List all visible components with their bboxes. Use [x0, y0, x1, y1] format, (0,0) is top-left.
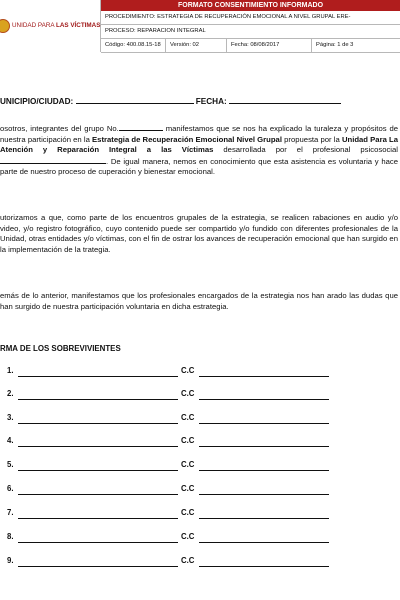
cc-label: C.C: [181, 532, 195, 541]
signature-number: 6.: [7, 484, 14, 493]
cc-label: C.C: [181, 413, 195, 422]
cc-number-field[interactable]: [199, 542, 329, 543]
signature-number: 9.: [7, 556, 14, 565]
signature-row: [0, 556, 400, 568]
signature-number: 1.: [7, 366, 14, 375]
cc-number-field[interactable]: [199, 399, 329, 400]
cc-label: C.C: [181, 366, 195, 375]
municipio-fecha-line: [0, 95, 341, 106]
signature-row: [0, 532, 400, 544]
signature-number: 7.: [7, 508, 14, 517]
unidad-victimas-logo: UNIDAD PARA LAS VÍCTIMAS: [12, 22, 101, 29]
cc-number-field[interactable]: [199, 446, 329, 447]
procedimiento-row: PROCEDIMIENTO: ESTRATEGIA DE RECUPERACIÓN EMOCIONAL A NIVEL GRUPAL ERE-: [101, 11, 400, 25]
signature-row: [0, 484, 400, 496]
cc-label: C.C: [181, 484, 195, 493]
cc-number-field[interactable]: [199, 470, 329, 471]
logo-cell: [0, 0, 101, 52]
signature-number: 4.: [7, 436, 14, 445]
signature-row: [0, 389, 400, 401]
signature-name-field[interactable]: [18, 423, 178, 424]
signature-name-field[interactable]: [18, 446, 178, 447]
signature-number: 5.: [7, 460, 14, 469]
signature-name-field[interactable]: [18, 494, 178, 495]
cc-label: C.C: [181, 436, 195, 445]
cc-label: C.C: [181, 508, 195, 517]
colombia-seal-icon: [0, 19, 10, 33]
signature-name-field[interactable]: [18, 470, 178, 471]
version: Versión: 02: [166, 39, 227, 52]
municipio-field[interactable]: [76, 95, 194, 104]
signature-row: [0, 436, 400, 448]
proceso-row: PROCESO: REPARACION INTEGRAL: [101, 25, 400, 39]
signature-row: [0, 366, 400, 378]
municipio-label: UNICIPIO/CIUDAD:: [0, 97, 74, 106]
codigo: Código: 400.08.15-18: [101, 39, 166, 52]
signature-name-field[interactable]: [18, 542, 178, 543]
cc-label: C.C: [181, 556, 195, 565]
control-row: [101, 39, 400, 53]
cc-label: C.C: [181, 389, 195, 398]
signature-row: [0, 508, 400, 520]
signature-number: 2.: [7, 389, 14, 398]
signature-name-field[interactable]: [18, 376, 178, 377]
signature-name-field[interactable]: [18, 399, 178, 400]
signature-number: 3.: [7, 413, 14, 422]
document-header: [0, 0, 400, 52]
fecha-field[interactable]: [229, 95, 341, 104]
paragraph-explanation: osotros, integrantes del grupo No. manifestamos que se nos ha explicado la turaleza y propósitos de nuestra participación en la Estrategia de Recuperación Emocional Nivel Grupal propuesta por la Unidad Para La Atención y Reparación Integral a las Víctimas desarrollada por el profesional psicosocial . De igual manera, nemos en conocimiento que esta asistencia es voluntaria y hace parte de nuestro proceso de cuperación y bienestar emocional.: [0, 124, 399, 177]
cc-number-field[interactable]: [199, 494, 329, 495]
cc-number-field[interactable]: [199, 376, 329, 377]
signatures-title: RMA DE LOS SOBREVIVIENTES: [0, 344, 121, 353]
cc-label: C.C: [181, 460, 195, 469]
psicosocial-name-field[interactable]: [0, 156, 106, 164]
signature-row: [0, 413, 400, 425]
group-number-field[interactable]: [119, 123, 163, 131]
fecha-label: FECHA:: [195, 97, 227, 106]
paragraph-authorization: utorizamos a que, como parte de los encuentros grupales de la estrategia, se realicen rabaciones en audio y/o video, y/o registro fotográfico, cuyo contenido puede ser compartido y/o fundido con diferentes profesionales de la Unidad, otras entidades y/o víctimas, con el fin de ostrar los avances de recuperación emocional que han surgido en la implementación de la trategia.: [0, 213, 398, 254]
form-title: FORMATO CONSENTIMIENTO INFORMADO: [101, 0, 400, 11]
signature-name-field[interactable]: [18, 518, 178, 519]
fecha-doc: Fecha: 08/08/2017: [227, 39, 312, 52]
paragraph-clarification: emás de lo anterior, manifestamos que los profesionales encargados de la estrategia nos han arado las dudas que han surgido de nuestra participación voluntaria en dicha estrategia.: [0, 291, 398, 311]
pagina: Página: 1 de 3: [316, 42, 354, 48]
cc-number-field[interactable]: [199, 566, 329, 567]
signature-number: 8.: [7, 532, 14, 541]
cc-number-field[interactable]: [199, 518, 329, 519]
header-info-table: [101, 0, 400, 52]
signature-name-field[interactable]: [18, 566, 178, 567]
cc-number-field[interactable]: [199, 423, 329, 424]
signature-row: [0, 460, 400, 472]
